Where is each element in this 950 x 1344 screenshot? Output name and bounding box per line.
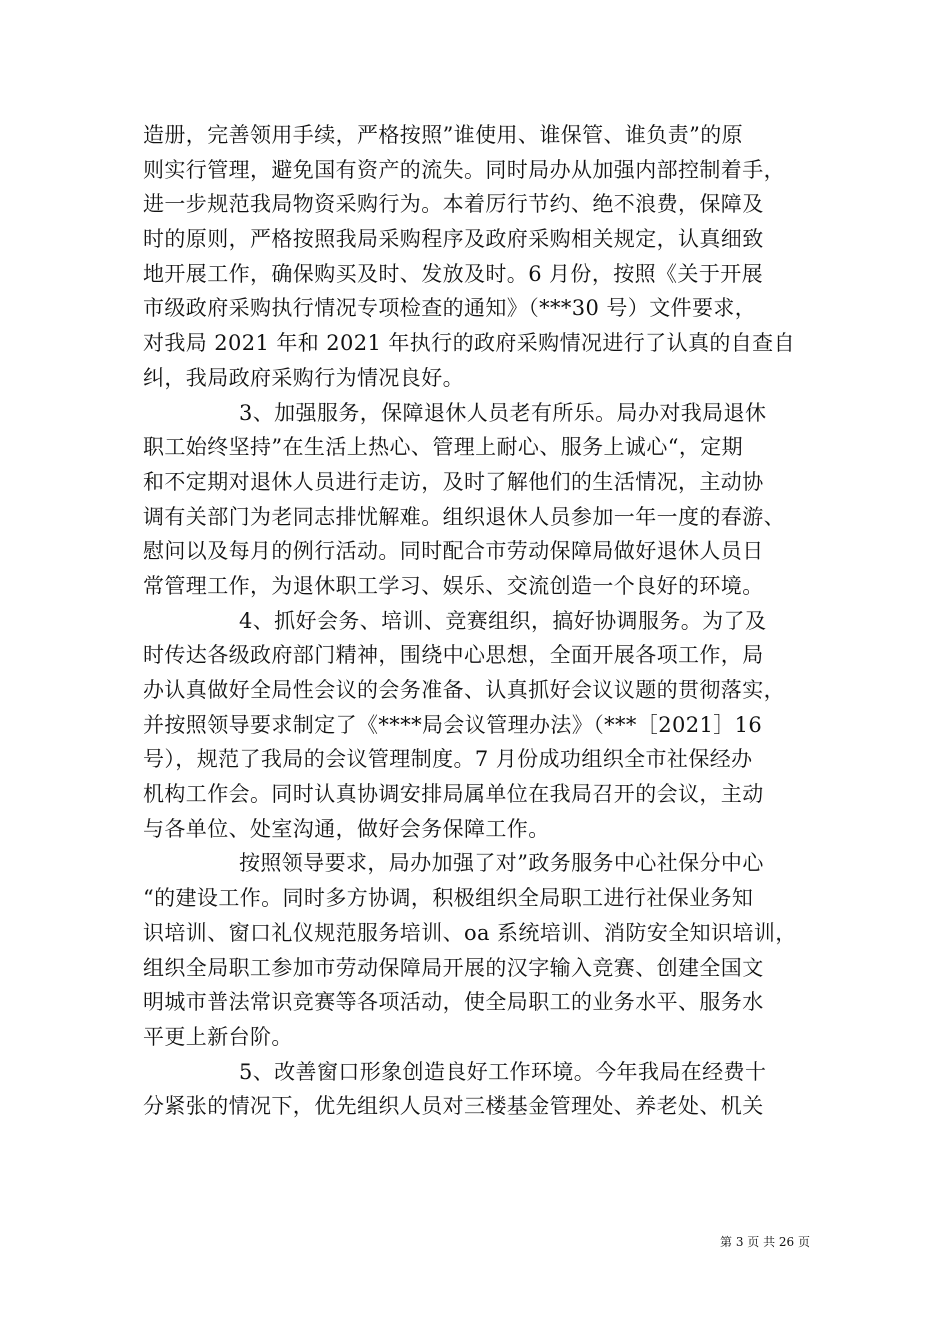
text-line: 时传达各级政府部门精神，围绕中心思想，全面开展各项工作，局 (143, 643, 764, 668)
text-line: 调有关部门为老同志排忧解难。组织退休人员参加一年一度的春游、 (143, 504, 785, 529)
text-line: 平更上新台阶。 (143, 1024, 293, 1049)
document-body (143, 118, 815, 1124)
text-line: 时的原则，严格按照我局采购程序及政府采购相关规定，认真细致 (143, 227, 764, 252)
paragraph-first-line: 3、加强服务，保障退休人员老有所乐。局办对我局退休 (239, 400, 767, 425)
text-line: 纠，我局政府采购行为情况良好。 (143, 365, 464, 390)
text-line: 分紧张的情况下，优先组织人员对三楼基金管理处、养老处、机关 (143, 1094, 764, 1119)
text-line: 识培训、窗口礼仪规范服务培训、oa 系统培训、消防安全知识培训， (143, 920, 797, 945)
page-number-footer: 第 3 页 共 26 页 (720, 1235, 810, 1249)
text-line: 常管理工作，为退休职工学习、娱乐、交流创造一个良好的环境。 (143, 573, 764, 598)
paragraph-first-line: 4、抓好会务、培训、竞赛组织，搞好协调服务。为了及 (239, 608, 767, 633)
text-line: 市级政府采购执行情况专项检查的通知》（***30 号）文件要求， (143, 296, 757, 321)
text-line: 办认真做好全局性会议的会务准备、认真抓好会议议题的贯彻落实， (143, 678, 785, 702)
text-line: 并按照领导要求制定了《****局会议管理办法》（***［2021］16 (143, 712, 763, 737)
text-line: 机构工作会。同时认真协调安排局属单位在我局召开的会议，主动 (143, 782, 764, 807)
text-line: 则实行管理，避免国有资产的流失。同时局办从加强内部控制着手， (143, 157, 785, 182)
text-line: 号），规范了我局的会议管理制度。7 月份成功组织全市社保经办 (143, 747, 753, 772)
text-line: 对我局 2021 年和 2021 年执行的政府采购情况进行了认真的自查自 (143, 331, 795, 356)
text-line: 职工始终坚持”在生活上热心、管理上耐心、服务上诚心“，定期 (143, 435, 744, 460)
paragraph-first-line: 按照领导要求，局办加强了对”政务服务中心社保分中心 (239, 851, 764, 876)
text-line: 明城市普法常识竞赛等各项活动，使全局职工的业务水平、服务水 (143, 990, 764, 1015)
text-line: 和不定期对退休人员进行走访，及时了解他们的生活情况，主动协 (143, 469, 764, 494)
text-line: “的建设工作。同时多方协调，积极组织全局职工进行社保业务知 (143, 886, 754, 911)
text-line: 组织全局职工参加市劳动保障局开展的汉字输入竞赛、创建全国文 (143, 955, 764, 980)
text-line: 进一步规范我局物资采购行为。本着厉行节约、绝不浪费，保障及 (143, 192, 764, 217)
paragraph-first-line: 5、改善窗口形象创造良好工作环境。今年我局在经费十 (239, 1059, 767, 1084)
text-line: 慰问以及每月的例行活动。同时配合市劳动保障局做好退休人员日 (143, 539, 764, 564)
text-line: 造册，完善领用手续，严格按照”谁使用、谁保管、谁负责”的原 (143, 123, 744, 147)
text-line: 地开展工作，确保购买及时、发放及时。6 月份，按照《关于开展 (143, 261, 764, 286)
text-line: 与各单位、处室沟通，做好会务保障工作。 (143, 816, 550, 841)
